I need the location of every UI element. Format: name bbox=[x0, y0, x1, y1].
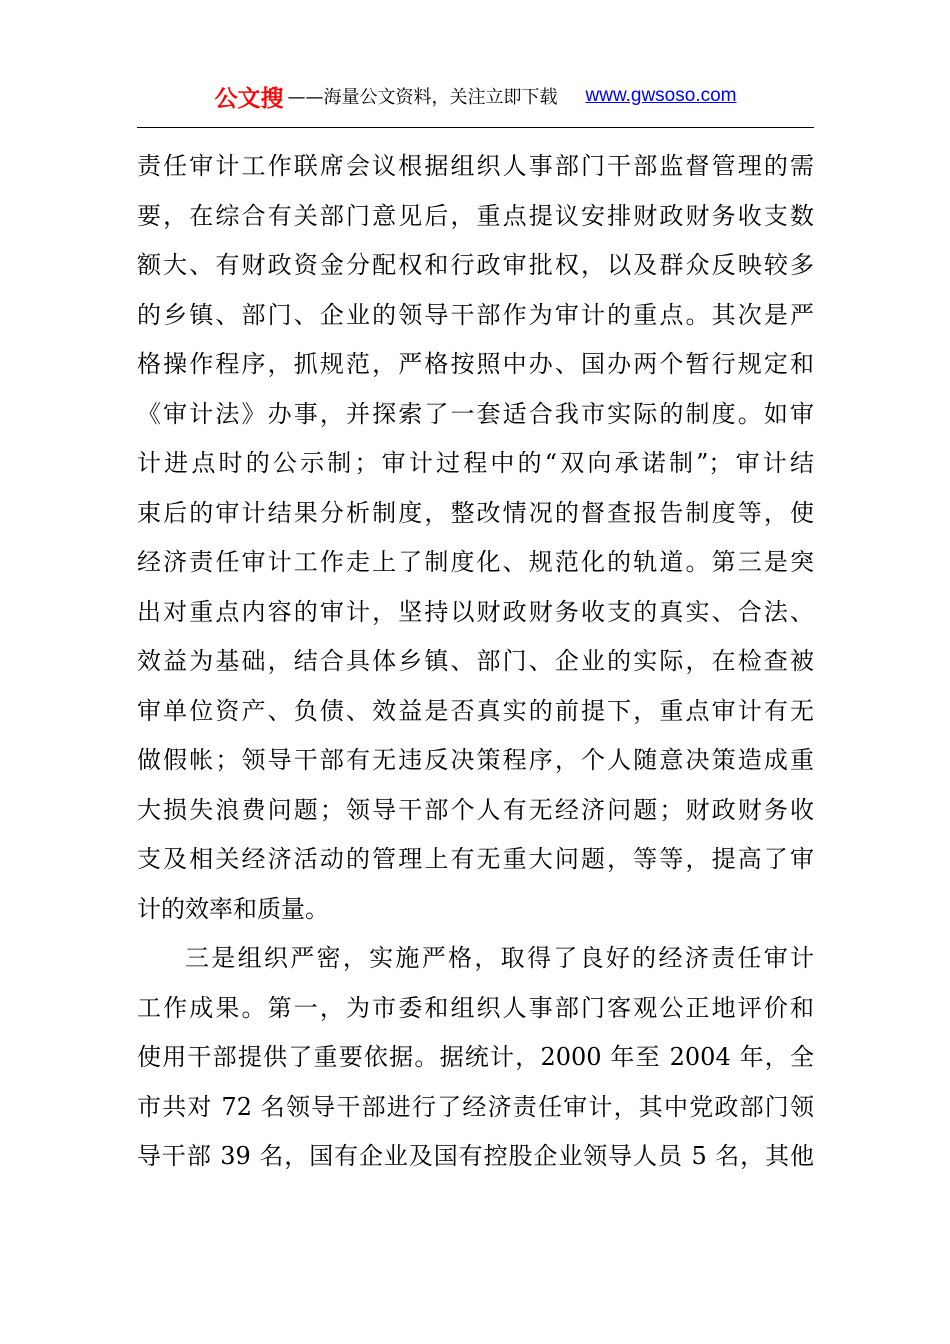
text-line: 大损失浪费问题；领导干部个人有无经济问题；财政财务收 bbox=[137, 795, 814, 824]
site-link[interactable]: www.gwsoso.com bbox=[585, 85, 737, 106]
text-line: 做假帐；领导干部有无违反决策程序，个人随意决策造成重 bbox=[137, 746, 814, 774]
text-line: 额大、有财政资金分配权和行政审批权，以及群众反映较多 bbox=[137, 251, 814, 279]
text-line: 计的效率和质量。 bbox=[137, 894, 329, 923]
text-line: 使用干部提供了重要依据。据统计，2000 年至 2004 年，全 bbox=[137, 1043, 814, 1071]
text-line: 责任审计工作联席会议根据组织人事部门干部监督管理的需 bbox=[137, 152, 814, 180]
text-line: 市共对 72 名领导干部进行了经济责任审计，其中党政部门领 bbox=[137, 1092, 814, 1121]
text-line: 格操作程序，抓规范，严格按照中办、国办两个暂行规定和 bbox=[137, 350, 814, 378]
text-line: 的乡镇、部门、企业的领导干部作为审计的重点。其次是严 bbox=[137, 300, 814, 329]
page-header bbox=[137, 78, 814, 114]
text-line: 审单位资产、负债、效益是否真实的前提下，重点审计有无 bbox=[137, 696, 814, 725]
document-body bbox=[137, 142, 814, 1182]
text-line: 工作成果。第一，为市委和组织人事部门客观公正地评价和 bbox=[137, 993, 814, 1022]
text-line: 要，在综合有关部门意见后，重点提议安排财政财务收支数 bbox=[137, 201, 814, 230]
header-divider bbox=[137, 127, 814, 128]
text-line: 《审计法》办事，并探索了一套适合我市实际的制度。如审 bbox=[137, 399, 814, 428]
brand-logo: 公文搜 bbox=[214, 85, 284, 112]
text-line: 出对重点内容的审计，坚持以财政财务收支的真实、合法、 bbox=[137, 597, 814, 626]
text-line: 效益为基础，结合具体乡镇、部门、企业的实际，在检查被 bbox=[137, 647, 814, 675]
paragraph-first-line: 三是组织严密，实施严格，取得了良好的经济责任审计 bbox=[185, 944, 814, 972]
text-line: 支及相关经济活动的管理上有无重大问题，等等，提高了审 bbox=[137, 845, 814, 873]
text-line: 计进点时的公示制；审计过程中的“双向承诺制”；审计结 bbox=[137, 449, 814, 477]
text-line: 束后的审计结果分析制度，整改情况的督查报告制度等，使 bbox=[137, 498, 814, 527]
text-line: 导干部 39 名，国有企业及国有控股企业领导人员 5 名，其他 bbox=[137, 1142, 814, 1170]
header-slogan: ——海量公文资料，关注立即下载 bbox=[287, 87, 558, 108]
text-line: 经济责任审计工作走上了制度化、规范化的轨道。第三是突 bbox=[137, 548, 814, 576]
